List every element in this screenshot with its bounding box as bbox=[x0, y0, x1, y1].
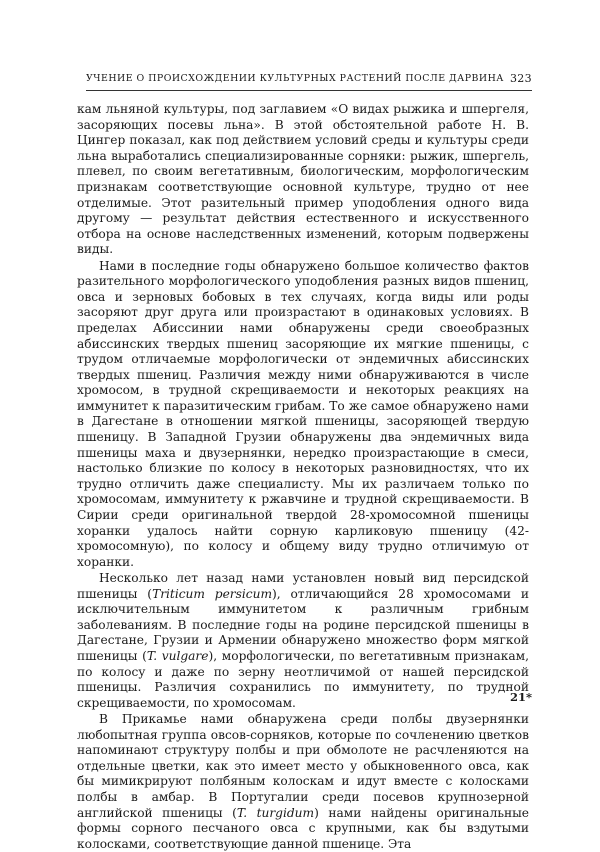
text-run: Нами в последние годы обнаружено большое количество фактов разительного морфологического уподобления разных видов пшениц, овса и зерновых бобовых в тех случаях, когда виды или роды засоряют друг друга или произрастают в одинаковых условиях. В пределах Абиссинии нами обнаружены среди своеобразных абиссинских твердых пшениц засоряющие их мягкие пшеницы, с трудом отличаемые морфологически от эндемичных абиссинских твердых пшениц. Различия между ними обнаруживаются в числе хромосом, в трудной скрещиваемости и некоторых реакциях на иммунитет к паразитическим грибам. То же самое обнаружено нами в Дагестане в отношении мягкой пшеницы, засоряющей твердую пшеницу. В Западной Грузии обнаружены два эндемичных вида пшеницы маха и двузернянки, нередко произрастающие в смеси, настолько близкие по колосу в некоторых разновидностях, что их трудно отличить даже специалисту. Мы их различаем только по хромосомам, иммунитету к ржавчине и трудной скрещиваемости. В Сирии среди оригинальной твердой 28-хромосомной пшеницы хоранки удалось найти сорную карликовую пшеницу (42-хромосомную), по колосу и общему виду трудно отличимую от хоранки. bbox=[77, 258, 529, 569]
signature-mark: 21* bbox=[509, 690, 532, 704]
paragraph bbox=[77, 571, 529, 711]
text-run: В Прикамье нами обнаружена среди полбы двузернянки любопытная группа овсов-сорняков, которые по сочленению цветков напоминают структуру полбы и при обмолоте не расчленяются на отдельные цветки, как это имеет место у обыкновенного овса, как бы мимикрируют полбяным колоскам и идут вместе с колосками полбы в амбар. В Португалии среди посевов крупнозерной английской пшеницы ( bbox=[77, 711, 529, 820]
page-number: 323 bbox=[509, 72, 532, 85]
running-title: УЧЕНИЕ О ПРОИСХОЖДЕНИИ КУЛЬТУРНЫХ РАСТЕНИЙ ПОСЛЕ ДАРВИНА bbox=[86, 73, 504, 84]
text-run: ), отличающийся 28 хромосомами и исключительным иммунитетом к различным грибным заболеваниям. В последние годы на родине персидской пшеницы в Дагестане, Грузии и Армении обнаружено множество форм мягкой пшеницы ( bbox=[77, 586, 529, 663]
text-run: ), морфологически, по вегетативным признакам, по колосу и даже по зерну неотличимой от нашей персидской пшеницы. Различия сохранились по иммунитету, по трудной скрещиваемости, по хромосомам. bbox=[77, 648, 529, 710]
paragraph bbox=[77, 259, 529, 571]
text-run: ) нами найдены оригинальные формы сорного песчаного овса с крупными, как бы вздутыми колосками, соответствующие данной пшенице. Эта bbox=[77, 805, 529, 851]
italic-term: Triticum persicum bbox=[152, 586, 273, 601]
running-header bbox=[86, 72, 532, 91]
italic-term: T. turgidum bbox=[236, 805, 315, 820]
body-text bbox=[77, 102, 529, 852]
paragraph bbox=[77, 712, 529, 852]
text-run: кам льняной культуры, под заглавием «О видах рыжика и шпергеля, засоряющих посевы льна». В этой обстоятельной работе Н. В. Цингер показал, как под действием условий среды и культуры среди льна выработались специализированные сорняки: рыжик, шпергель, плевел, по своим вегетативным, биологическим, морфологическим признакам соответствующие основной культуре, трудно от нее отделимые. Этот разительный пример уподобления одного вида другому — результат действия естественного и искусственного отбора на основе наследственных изменений, которым подвержены виды. bbox=[77, 102, 529, 257]
text-run: Несколько лет назад нами установлен новый вид персидской пшеницы ( bbox=[77, 571, 529, 601]
italic-term: T. vulgare bbox=[146, 648, 209, 663]
paragraph bbox=[77, 102, 529, 258]
